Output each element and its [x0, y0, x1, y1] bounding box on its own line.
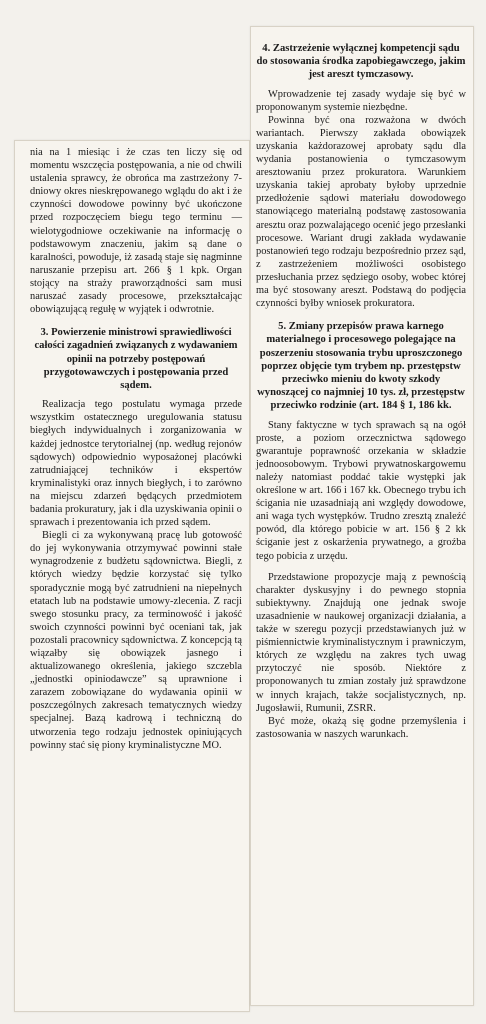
right-column	[256, 42, 466, 741]
paragraph-continuation: nia na 1 miesiąc i że czas ten liczy się od momentu wszczęcia postępowania, a nie od chwili ustalenia sprawcy, że obrońca ma zastrzeżony 7-dniowy okres nieskrępowanego wglądu do akt i że czynności dowodowe powinny być ukończone przed rozpoczęciem biegu tego terminu — wielotygodniowe oczekiwanie na informację o podstawowym znaczeniu, jakim są dane o karalności, powoduje, iż zasadą staje się nagminne naruszanie przepisu art. 266 § 1 kpk. Organ stojący na straży praworządności sam musi naruszać zasady procesowe, przekształcając obowiązującą regułę w wyjątek i odwrotnie.	[30, 147, 242, 316]
section-5-paragraph-1: Stany faktyczne w tych sprawach są na ogół proste, a poziom orzecznictwa sądowego gwarantuje poprawność orzekania w składzie jednoosobowym. Trybowi prywatnoskargowemu należy natomiast poddać takie występki jak określone w art. 166 i 167 kk. Obecnego trybu ich ścigania nie uzasadniają ani względy dowodowe, ani waga tych występków. Trudno zresztą znaleźć powód, dla którego pobicie w art. 156 § 2 kk ściganie jest z oskarżenia prywatnego, a groźba tego pobicia z urzędu.	[256, 419, 466, 562]
closing-paragraph: Być może, okażą się godne przemyślenia i zastosowania w naszych warunkach.	[256, 715, 466, 740]
conclusion-paragraph: Przedstawione propozycje mają z pewnością charakter dyskusyjny i do pewnego stopnia subiektywny. Znajdują one jednak swoje uzasadnienie w naukowej organizacji działania, a także w szeregu pozycji przedstawianych już w piśmiennictwie kryminalistycznym i prawniczym, których ze względu na zakres tych uwag przytoczyć nie sposób. Niektóre z proponowanych tu zmian zostały już sprawdzone w innych krajach, także socjalistycznych, np. Jugosławii, Rumunii, ZSRR.	[256, 571, 466, 714]
section-3-heading: 3. Powierzenie ministrowi sprawiedliwości całości zagadnień związanych z wydawaniem opinii na potrzeby postępowań przygotowawczych i postępowania przed sądem.	[34, 327, 238, 392]
section-4-paragraph-1: Wprowadzenie tej zasady wydaje się być w proponowanym systemie niezbędne.	[256, 88, 466, 113]
left-column	[30, 146, 242, 752]
section-3-paragraph-2: Biegli ci za wykonywaną pracę lub gotowość do jej wykonywania otrzymywać powinni stałe wynagrodzenie z budżetu sądownictwa. Biegli, z których wiedzy będzie korzystać się tylko sporadycznie mogą być zatrudnieni na niepełnych etatach lub na podstawie umowy-zlecenia. Z racji swego stosunku pracy, za terminowość i jakość swoich czynności powinni być oceniani tak, jak pozostali pracownicy sądownictwa. Z koncepcją tą wiązałby się obowiązek jasnego i aktualizowanego określenia, jakiego szczebla „jednostki opiniodawcze” są uprawnione i zarazem zobowiązane do wydawania opinii w poszczególnych zakresach tematycznych wiedzy specjalnej. Bazą kadrową i techniczną do utworzenia tego rodzaju jednostek opiniujących powinny stać się piony kryminalistyczne MO.	[30, 530, 242, 751]
section-4-heading: 4. Zastrzeżenie wyłącznej kompetencji sądu do stosowania środka zapobiegawczego, jakim jest areszt tymczasowy.	[256, 43, 466, 81]
section-4-paragraph-2: Powinna być ona rozważona w dwóch wariantach. Pierwszy zakłada obowiązek uzyskania każdorazowej aprobaty sądu dla wydania postanowienia o tymczasowym aresztowaniu przez prokuratora. Warunkiem uzyskania takiej aprobaty byłoby uprzednie przedłożenie sądowi materiału dowodowego stanowiącego materialną podstawę zastosowania aresztu oraz pozwalającego ocenić jego przesłanki procesowe. Wariant drugi zakłada wydawanie postanowień tego rodzaju bezpośrednio przez sąd, z zastrzeżeniem możliwości osobistego przesłuchania przez sędziego osoby, wobec której ma być stosowany areszt. Podstawą do podjęcia czynności byłby wniosek prokuratora.	[256, 114, 466, 310]
section-3-paragraph-1: Realizacja tego postulatu wymaga przede wszystkim ostatecznego uregulowania statusu biegłych indywidualnych i zorganizowania w każdej jednostce terytorialnej (np. według rejonów sądowych) odpowiednio wyposażonej placówki zatrudniającej techników i ekspertów kryminalistyki oraz innych biegłych, i to zarówno na miejscu zdarzeń będących przedmiotem badania prokuratury, jak i dla uzyskiwania opinii o sprawach i prezentowania ich przed sądem.	[30, 399, 242, 529]
section-5-heading: 5. Zmiany przepisów prawa karnego materialnego i procesowego polegające na poszerzeniu stosowania trybu uproszczonego poprzez objęcie tym trybem np. przestępstw przeciwko mieniu do kwoty szkody wynoszącej co najmniej 10 tys. zł, przestępstw przeciwko rodzinie (art. 184 § 1, 186 kk.	[257, 321, 465, 412]
